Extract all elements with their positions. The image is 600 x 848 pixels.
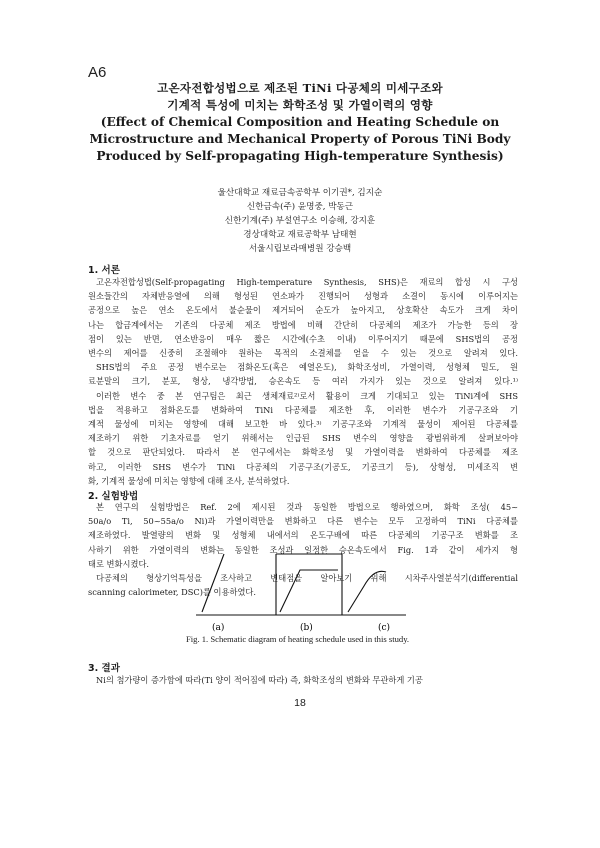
author-affiliation: 울산대학교 재료금속공학부 이기권*, 김지순: [217, 188, 383, 198]
title-english-line-3: Produced by Self-propagating High-temperature Synthesis): [96, 149, 504, 163]
paragraph-line: 공정으로 높은 연소 온도에서 불순물이 제거되어 순도가 높아지고, 상호확산 속도가 크게 차이: [88, 305, 518, 316]
title-korean-line-2: 기계적 특성에 미치는 화학조성 및 가열이력의 영향: [167, 98, 433, 112]
panel-label-b: (b): [300, 623, 313, 633]
paragraph-line: 변수의 제어를 신중히 조절해야 원하는 목적의 소결체를 얻을 수 있는 것으로 알려져 있다.: [88, 348, 518, 358]
paragraph-line: 료분말의 크기, 분포, 형상, 냉각방법, 승온속도 등 여러 가지가 있는 것으로 알려져 있다.¹⁾: [88, 376, 518, 387]
paragraph-line: 할 것으로 판단되었다. 따라서 본 연구에서는 화학조성 및 가열이력을 변화하여 다공체를 제조: [88, 447, 518, 458]
paragraph-line: Ni의 첨가량이 증가함에 따라(Ti 양이 적어짐에 따라) 즉, 화학조성의 변화와 무관하게 기공: [96, 675, 423, 685]
paragraph-line: 하고, 이러한 SHS 변수가 TiNi 다공체의 기공구조(기공도, 기공크기 등), 상형성, 미세조직 변: [88, 461, 518, 472]
paragraph-line: 계적 물성에 미치는 영향에 대해 보고한 바 있다.³⁾ 기공구조와 기계적 물성이 제어된 다공체를: [88, 419, 518, 429]
paragraph-line: scanning calorimeter, DSC)를 이용하였다.: [88, 587, 257, 598]
page-number: 18: [294, 697, 306, 709]
paragraph-line: 나는 합금계에서는 기존의 다공체 제조 방법에 비해 간단히 다공체의 제조가 가능한 등의 장: [88, 319, 518, 330]
author-affiliation: 신한금속(주) 윤명중, 박동근: [246, 202, 354, 212]
section-heading-introduction: 1. 서론: [88, 265, 120, 276]
panel-label-a: (a): [212, 623, 225, 633]
paragraph-line: 법을 적용하고 점화온도를 변화하여 TiNi 다공체를 제조한 후, 이러한 변수가 기공구조와 기: [88, 404, 518, 415]
author-affiliation: 신한기계(주) 부설연구소 이승해, 강지훈: [224, 216, 376, 226]
schedule-a-ramp: [202, 554, 224, 612]
paragraph-line: 제조하였다. 발열량의 변화 및 성형체 내에서의 온도구배에 따른 다공체의 기공구조 변화를 조: [88, 530, 518, 541]
figure-caption: Fig. 1. Schematic diagram of heating schedule used in this study.: [186, 634, 410, 644]
heating-schedule-figure: [180, 548, 420, 634]
page-id: A6: [88, 64, 107, 81]
paragraph-line: 원소들간의 자체반응열에 의해 형성된 연소파가 진행되어 성형과 소결이 동시에 이루어지는: [88, 291, 518, 302]
paragraph-line: 제조하기 위한 기초자료를 얻기 위해서는 인급된 SHS 변수의 영향을 광범위하게 살펴보아야: [88, 433, 518, 444]
paragraph-line: 사하기 위한 가열이력의 변화는 동일한 조성과 일정한 승온속도에서 Fig. 1과 같이 세가지 형: [88, 544, 518, 555]
paragraph-line: 점이 있는 반면, 연소반응이 매우 짧은 시간에(수초 이내) 이루어지기 때문에 SHS법의 공정: [88, 333, 518, 344]
paragraph-line: 이러한 변수 중 본 연구팀은 최근 생체재료²⁾로서 활용이 크게 기대되고 있는 TiNi계에 SHS: [96, 390, 518, 401]
schedule-c-ramp-curve: [348, 571, 386, 612]
author-affiliation: 서울시립보라매병원 강승백: [248, 244, 352, 254]
section-heading-results: 3. 결과: [88, 663, 120, 674]
section-heading-methods: 2. 실험방법: [88, 491, 139, 502]
title-korean-line-1: 고온자전합성법으로 제조된 TiNi 다공체의 미세구조와: [157, 81, 443, 95]
paragraph-line: 고온자전합성법(Self-propagating High-temperature Synthesis, SHS)은 재료의 합성 시 구성: [96, 277, 518, 287]
paragraph-line: 본 연구의 실험방법은 Ref. 2에 제시된 것과 동일한 방법으로 행하였으며, 화학 조성( 45~: [96, 502, 518, 512]
paragraph-line: 화, 기계적 물성에 미치는 영향에 대해 조사, 분석하였다.: [88, 475, 290, 486]
title-english-line-1: (Effect of Chemical Composition and Heating Schedule on: [100, 115, 500, 129]
title-english-line-2: Microstructure and Mechanical Property of Porous TiNi Body: [89, 132, 511, 146]
panel-label-c: (c): [378, 623, 391, 633]
paragraph-line: 다공체의 형상기억특성을 조사하고 변태점을 알아보기 위해 시차주사열분석기(differential: [96, 573, 518, 583]
author-affiliation: 경상대학교 재료공학부 남태현: [243, 230, 357, 240]
paragraph-line: 50a/o Ti, 50~55a/o Ni)과 가열이력만을 변화하고 다른 변수는 모두 고정하여 TiNi 다공체를: [88, 516, 518, 527]
schedule-b-ramp-hold: [280, 570, 338, 612]
paragraph-line: SHS법의 주요 공정 변수로는 점화온도(혹은 예열온도), 화학조성비, 가열이력, 성형체 밀도, 원: [96, 362, 518, 373]
paragraph-line: 태로 변화시켰다.: [88, 558, 150, 569]
